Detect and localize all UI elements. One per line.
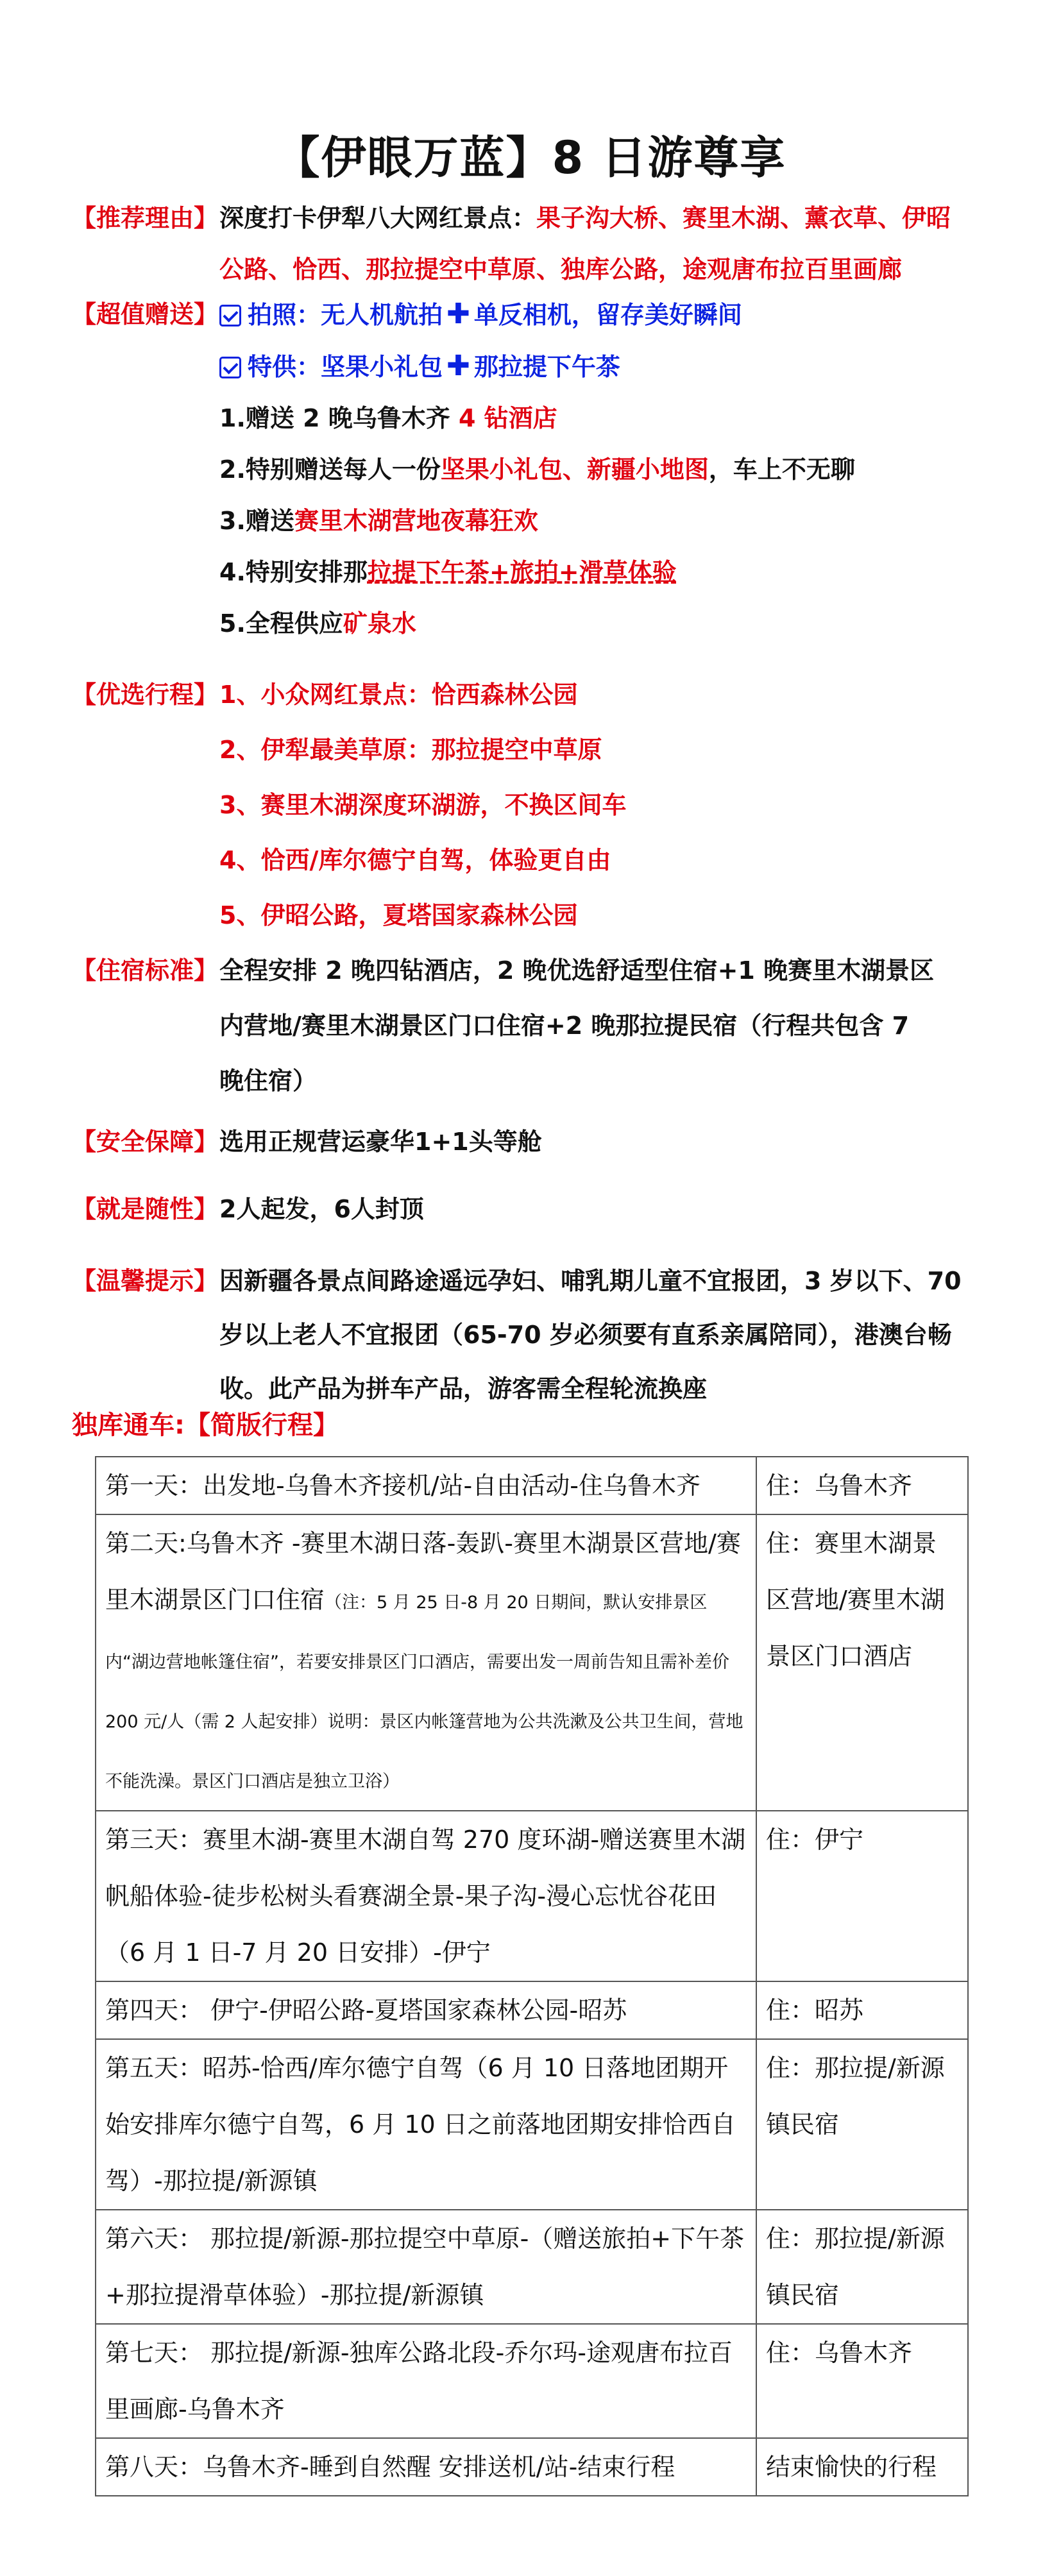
itinerary-day: 第八天：乌鲁木齐-睡到自然醒 安排送机/站-结束行程 [96, 2438, 756, 2496]
section-label: 【优选行程】 [72, 681, 219, 709]
itinerary-day: 第六天： 那拉提/新源-那拉提空中草原-（赠送旅拍+下午茶+那拉提滑草体验）-那拉提/新源镇 [96, 2210, 756, 2324]
section-label: 【安全保障】 [72, 1128, 219, 1156]
gift-supply-b: 那拉提下午茶 [473, 353, 620, 381]
route-item: 5、伊昭公路，夏塔国家森林公园 [219, 901, 578, 929]
lodging-line: 晚住宿） [219, 1067, 318, 1095]
recommend-intro: 深度打卡伊犁八大网红景点： [219, 204, 537, 232]
section-label: 【推荐理由】 [72, 204, 219, 232]
itinerary-stay: 结束愉快的行程 [756, 2438, 968, 2496]
itinerary-table [95, 1456, 969, 2496]
table-row [96, 2324, 968, 2438]
safety-section [72, 1116, 983, 1167]
tips-section [72, 1254, 983, 1416]
gift-item-3: 3.赠送 [219, 507, 294, 535]
checkbox-icon [219, 357, 241, 378]
route-item: 2、伊犁最美草原：那拉提空中草原 [219, 736, 602, 764]
itinerary-stay: 住：昭苏 [756, 1981, 968, 2039]
itinerary-stay: 住：赛里木湖景区营地/赛里木湖景区门口酒店 [756, 1514, 968, 1811]
itinerary-stay: 住：那拉提/新源镇民宿 [756, 2210, 968, 2324]
itinerary-day: 第五天：昭苏-恰西/库尔德宁自驾（6 月 10 日落地团期开始安排库尔德宁自驾，6 月 10 日之前落地团期安排恰西自驾）-那拉提/新源镇 [96, 2039, 756, 2210]
table-row [96, 2438, 968, 2496]
gifts-section [72, 289, 983, 649]
itinerary-day: 第三天：赛里木湖-赛里木湖自驾 270 度环湖-赠送赛里木湖帆船体验-徒步松树头看赛湖全景-果子沟-漫心忘忧谷花田（6 月 1 日-7 月 20 日安排）-伊宁 [96, 1811, 756, 1981]
itinerary-note: （注：5 月 25 日-8 月 20 日期间，默认安排景区内“湖边营地帐篷住宿”，若要安排景区门口酒店，需要出发一周前告知且需补差价 200 元/人（需 2 人起安排）说明：景区内帐篷营地为公共洗漱及公共卫生间，营地不能洗澡。景区门口酒店是独立卫浴） [105, 1593, 743, 1792]
gift-item-1: 1.赠送 2 晚乌鲁木齐 [219, 404, 459, 432]
gift-item-2-tail: ，车上不无聊 [708, 455, 855, 484]
lodging-line: 全程安排 2 晚四钻酒店，2 晚优选舒适型住宿+1 晚赛里木湖景区 [219, 956, 935, 985]
table-row [96, 2210, 968, 2324]
gift-item-2-highlight: 坚果小礼包、新疆小地图 [440, 455, 709, 484]
itinerary-day: 第四天： 伊宁-伊昭公路-夏塔国家森林公园-昭苏 [96, 1981, 756, 2039]
gift-item-3-highlight: 赛里木湖营地夜幕狂欢 [294, 507, 538, 535]
checkbox-icon [219, 305, 241, 326]
recommend-section [72, 192, 983, 295]
gift-item-2: 2.特别赠送每人一份 [219, 455, 441, 484]
routes-section [72, 667, 983, 943]
section-label: 【温馨提示】 [72, 1267, 219, 1295]
lodging-line: 内营地/赛里木湖景区门口住宿+2 晚那拉提民宿（行程共包含 7 [219, 1012, 910, 1040]
itinerary-heading: 独库通车:【简版行程】 [72, 1411, 339, 1440]
section-label: 【住宿标准】 [72, 956, 219, 985]
table-row [96, 1514, 968, 1811]
section-label: 【就是随性】 [72, 1195, 219, 1223]
recommend-highlight: 果子沟大桥、赛里木湖、薰衣草、伊昭 [536, 204, 951, 232]
tips-line: 收。此产品为拼车产品，游客需全程轮流换座 [219, 1375, 708, 1403]
route-item: 4、恰西/库尔德宁自驾，体验更自由 [219, 846, 611, 874]
plus-icon: ✚ [446, 298, 470, 330]
table-row [96, 2039, 968, 2210]
gift-item-4: 4.特别安排那 [219, 558, 368, 586]
lodging-section [72, 943, 983, 1108]
table-row [96, 1457, 968, 1514]
itinerary-stay: 住：乌鲁木齐 [756, 1457, 968, 1514]
gift-supply-lead: 特供： [248, 353, 321, 381]
table-row [96, 1811, 968, 1981]
gift-item-4-highlight: 拉提下午茶+旅拍+滑草体验 [367, 558, 677, 586]
gift-item-5-highlight: 矿泉水 [343, 609, 416, 638]
section-label: 【超值赠送】 [72, 300, 219, 328]
departure-section [72, 1183, 983, 1235]
departure-text: 2人起发，6人封顶 [219, 1195, 424, 1223]
recommend-highlight-cont: 公路、恰西、那拉提空中草原、独库公路，途观唐布拉百里画廊 [219, 255, 903, 284]
tips-line: 因新疆各景点间路途遥远孕妇、哺乳期儿童不宜报团，3 岁以下、70 [219, 1267, 962, 1295]
gift-supply-a: 坚果小礼包 [321, 353, 443, 381]
route-item: 1、小众网红景点：恰西森林公园 [219, 681, 578, 709]
gift-item-5: 5.全程供应 [219, 609, 343, 638]
route-item: 3、赛里木湖深度环湖游，不换区间车 [219, 791, 627, 819]
itinerary-stay: 住：伊宁 [756, 1811, 968, 1981]
itinerary-day: 第二天:乌鲁木齐 -赛里木湖日落-轰趴-赛里木湖景区营地/赛里木湖景区门口住宿（注：5 月 25 日-8 月 20 日期间，默认安排景区内“湖边营地帐篷住宿”，若要安排景区门口酒店，需要出发一周前告知且需补差价 200 元/人（需 2 人起安排）说明：景区内帐篷营地为公共洗漱及公共卫生间，营地不能洗澡。景区门口酒店是独立卫浴） [96, 1514, 756, 1811]
itinerary-stay: 住：那拉提/新源镇民宿 [756, 2039, 968, 2210]
itinerary-stay: 住：乌鲁木齐 [756, 2324, 968, 2438]
gift-photo-b: 单反相机，留存美好瞬间 [473, 301, 742, 329]
page-title: 【伊眼万蓝】8 日游尊享 [275, 131, 786, 184]
itinerary-day: 第一天：出发地-乌鲁木齐接机/站-自由活动-住乌鲁木齐 [96, 1457, 756, 1514]
gift-photo-a: 无人机航拍 [321, 301, 443, 329]
gift-item-1-highlight: 4 钻酒店 [459, 404, 557, 432]
tips-line: 岁以上老人不宜报团（65-70 岁必须要有直系亲属陪同），港澳台畅 [219, 1321, 952, 1349]
gift-photo-lead: 拍照： [248, 301, 321, 329]
safety-text: 选用正规营运豪华1+1头等舱 [219, 1128, 542, 1156]
plus-icon: ✚ [446, 350, 470, 382]
itinerary-day: 第七天： 那拉提/新源-独库公路北段-乔尔玛-途观唐布拉百里画廊-乌鲁木齐 [96, 2324, 756, 2438]
table-row [96, 1981, 968, 2039]
